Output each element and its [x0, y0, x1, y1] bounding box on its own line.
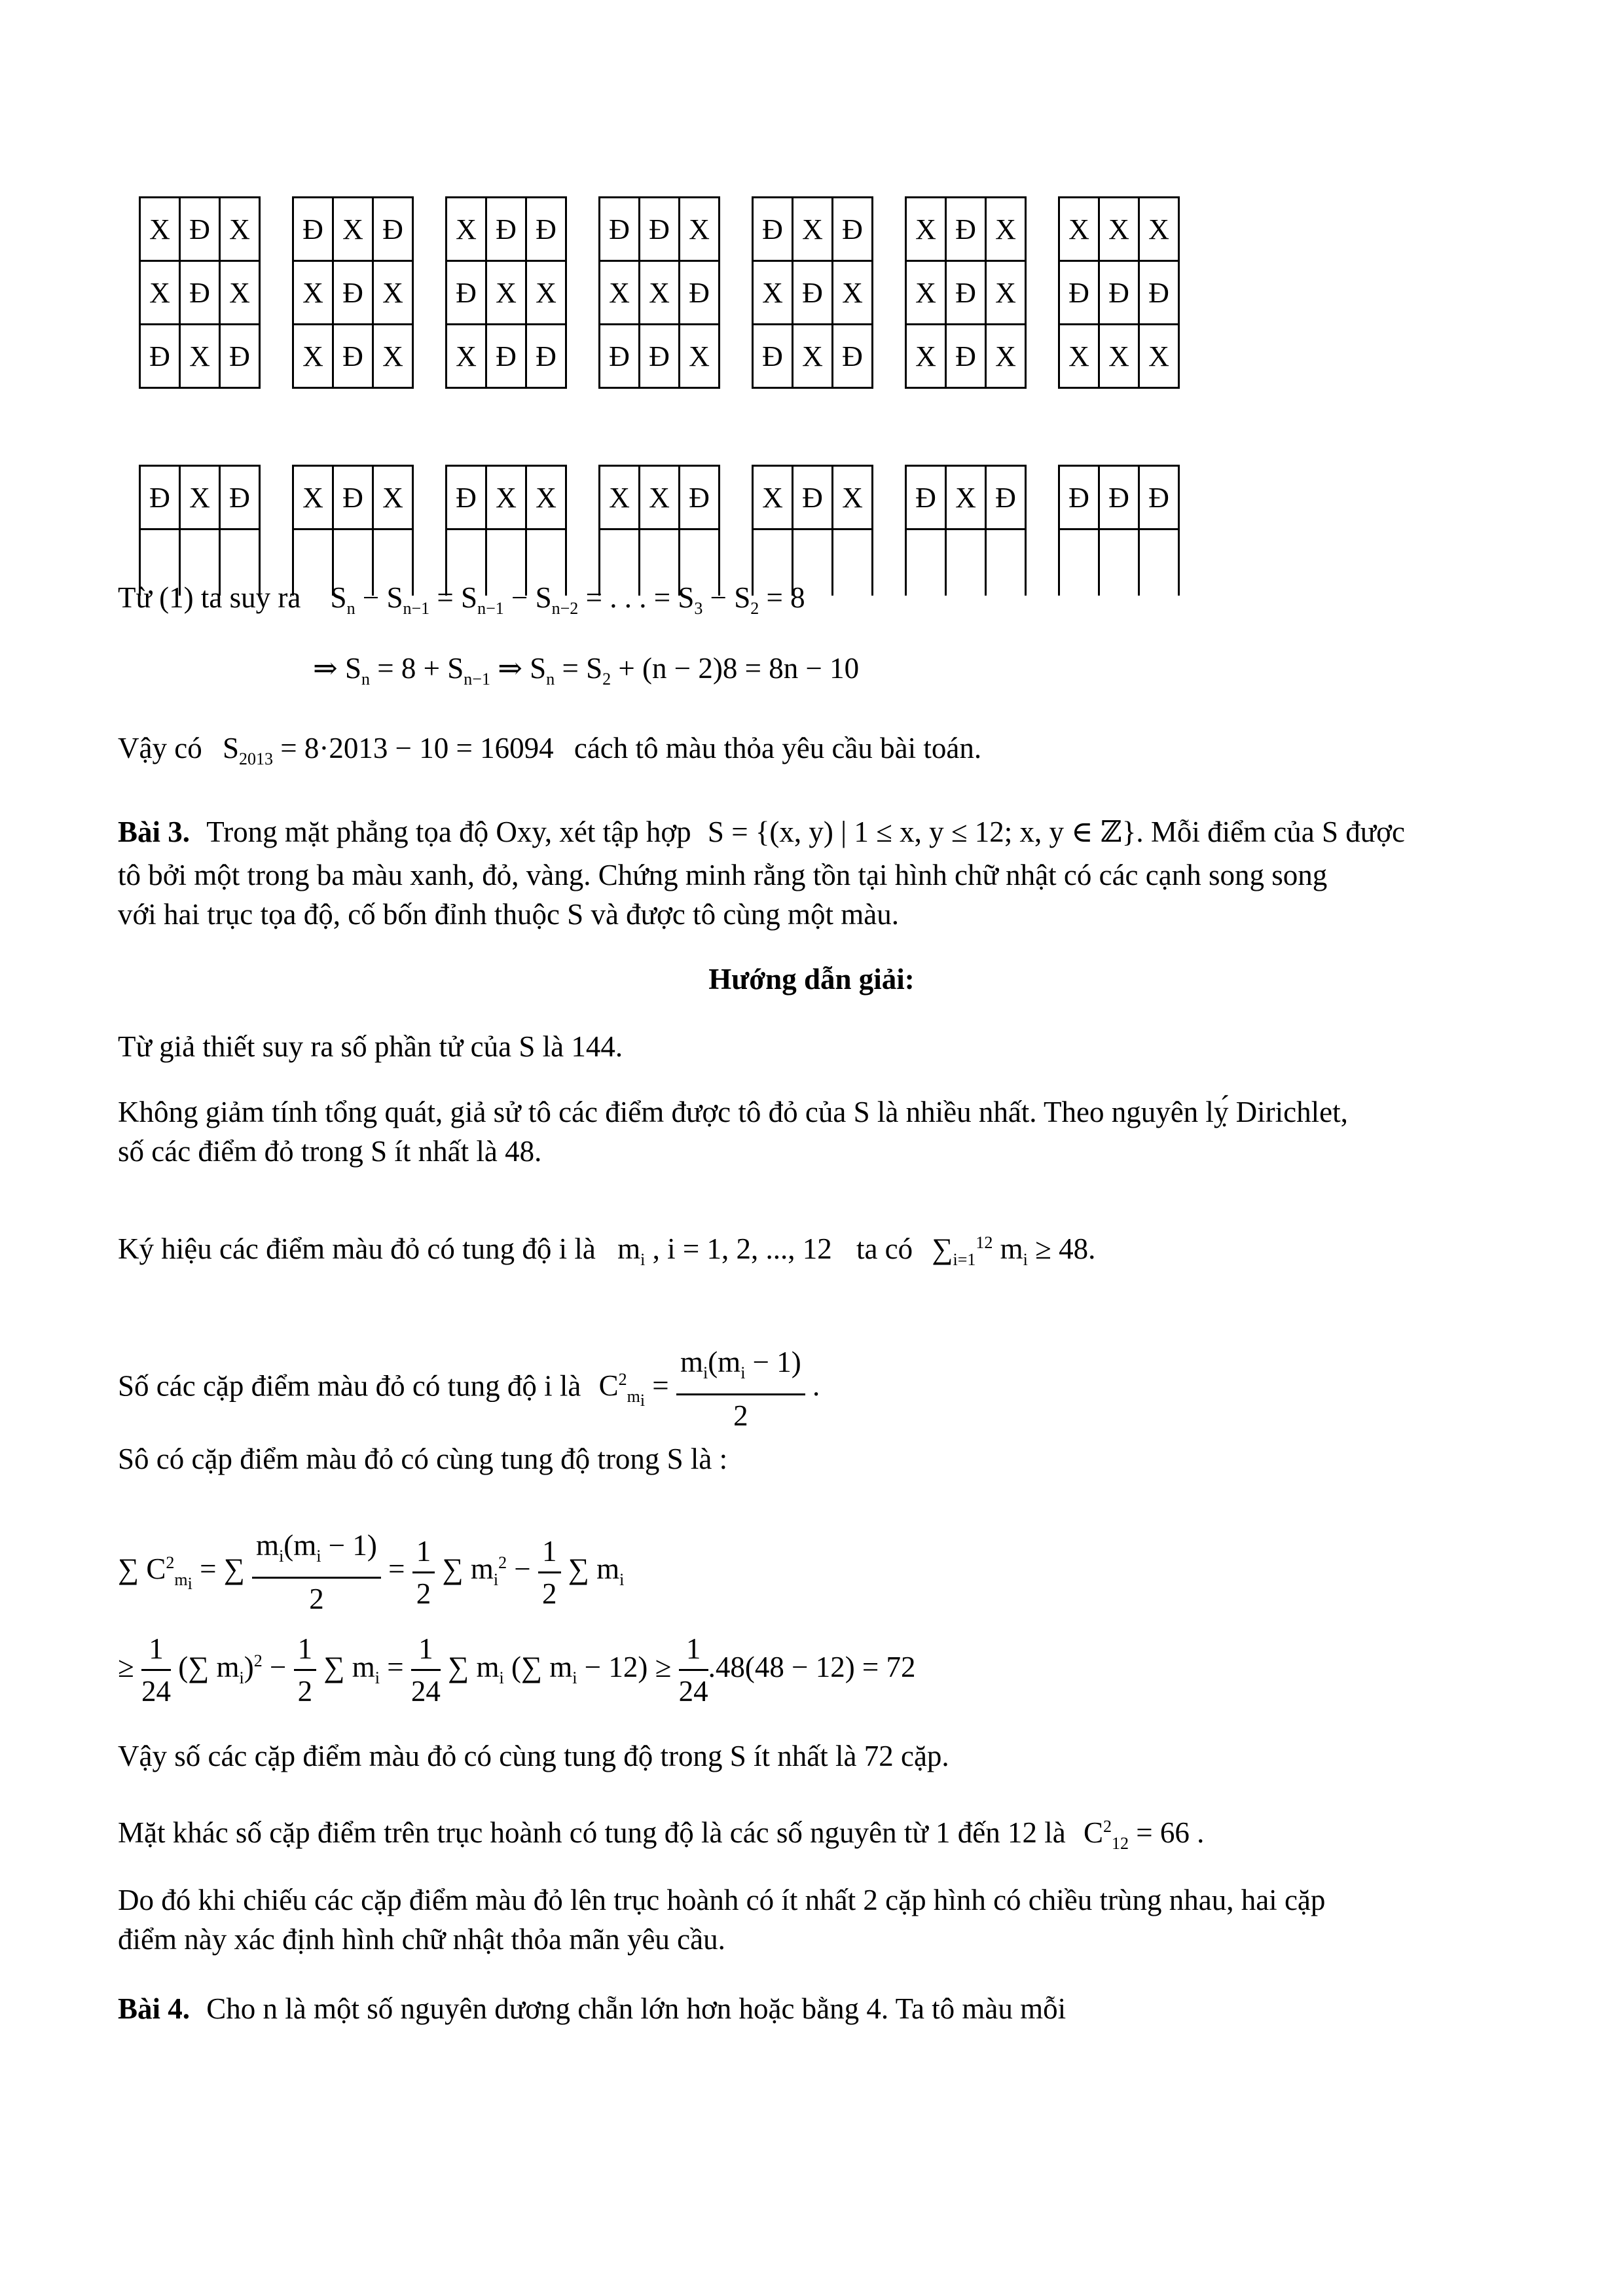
grid-cell: X [373, 325, 413, 388]
grid-top-1 [139, 196, 261, 389]
grid-top-6 [905, 196, 1027, 389]
grid-cell: X [793, 198, 833, 261]
grid-cell: X [526, 466, 566, 529]
grid-cell: Đ [753, 325, 793, 388]
grid-bottom-5 [752, 465, 873, 596]
grid-cell: Đ [220, 325, 260, 388]
grid-cell: Đ [1139, 466, 1179, 529]
grid-cell: X [753, 261, 793, 325]
line-so-cac-cap [118, 1342, 820, 1436]
line-mat-khac [118, 1806, 1204, 1864]
grid-cell: X [486, 466, 526, 529]
grid-cell: Đ [946, 261, 986, 325]
bai3-text1: Trong mặt phẳng tọa độ Oxy, xét tập hợp [206, 816, 691, 848]
grid-cell: Đ [180, 261, 220, 325]
grid-top-7 [1058, 196, 1180, 389]
grid-cell: X [180, 325, 220, 388]
mat-khac-formula: $C^2_{12} = 66$ . [1083, 1816, 1205, 1853]
grid-cell: Đ [833, 198, 873, 261]
ta-co: ta có [856, 1232, 913, 1265]
mat-khac-text: Mặt khác số cặp điểm trên trục hoành có tung độ là các số nguyên từ 1 đến 12 là [118, 1816, 1066, 1849]
grid-cell-empty [1059, 529, 1099, 596]
grid-bottom-7 [1058, 465, 1180, 596]
khong-giam-2: số các điểm đỏ trong S ít nhất là 48. [118, 1135, 542, 1168]
grid-cell: Đ [526, 198, 566, 261]
khong-giam-1: Không giảm tính tổng quát, giả sử tô các điểm được tô đỏ của S là nhiều nhất. Theo nguyên lỵ́ Dirichlet, [118, 1096, 1348, 1128]
grid-top-5 [752, 196, 873, 389]
grid-bottom-2 [292, 465, 414, 596]
huong-dan-heading: Hướng dẫn giải: [708, 963, 915, 996]
vay-suffix: cách tô màu thỏa yêu cầu bài toán. [574, 732, 982, 764]
grid-cell: Đ [220, 466, 260, 529]
grid-cell: X [986, 261, 1026, 325]
grid-top-4 [598, 196, 720, 389]
grid-cell: X [793, 325, 833, 388]
grid-cell: X [640, 466, 680, 529]
line-144: Từ giả thiết suy ra số phần tử của S là 144. [118, 1030, 623, 1063]
grid-cell: Đ [600, 198, 640, 261]
grid-cell: Đ [680, 466, 720, 529]
grid-cell: X [220, 198, 260, 261]
grid-cell: X [1059, 198, 1099, 261]
grid-cell: Đ [1059, 261, 1099, 325]
grid-cell: Đ [1059, 466, 1099, 529]
grid-cell: Đ [333, 261, 373, 325]
grid-cell: X [486, 261, 526, 325]
grid-cell: X [833, 261, 873, 325]
grid-cell: Đ [833, 325, 873, 388]
grid-cell-empty [906, 529, 946, 596]
grid-bottom-3 [445, 465, 567, 596]
grid-cell: X [906, 198, 946, 261]
grid-cell: Đ [373, 198, 413, 261]
grid-cell: X [447, 198, 486, 261]
grid-cell: X [140, 198, 180, 261]
sum-formula: $\sum_{i=1}^{12}$ $m_i \ge 48$. [932, 1232, 1096, 1269]
grid-cell: X [600, 261, 640, 325]
grid-cell: Đ [680, 261, 720, 325]
formula1: $S_n - S_{n-1} = S_{n-1} - S_{n-2}$ = . . . = $S_3 - S_2 = 8$ [330, 581, 805, 618]
grid-cell: X [833, 466, 873, 529]
vay-formula: $S_{2013} = 8\cdot 2013 - 10 = 16094$ [222, 732, 554, 768]
grid-cell: Đ [526, 325, 566, 388]
grid-cell-empty [833, 529, 873, 596]
grid-cell: Đ [1099, 261, 1139, 325]
do-do-1: Do đó khi chiếu các cặp điểm màu đỏ lên trục hoành có ít nhất 2 cặp hình có chiều trùng nhau, hai cặp [118, 1884, 1326, 1916]
ky-hieu-formula: $m_i$ , i = 1, 2, ..., 12 [617, 1232, 832, 1269]
grid-cell: Đ [1099, 466, 1139, 529]
grid-cell: Đ [1139, 261, 1179, 325]
grid-cell: X [1139, 198, 1179, 261]
grid-cell: X [220, 261, 260, 325]
line-vay [118, 728, 981, 780]
tu1-text: Từ (1) ta suy ra [118, 581, 301, 614]
grid-cell: X [640, 261, 680, 325]
bai3-line2: tô bởi một trong ba màu xanh, đỏ, vàng. Chứng minh rằng tồn tại hình chữ nhật có các cạnh song song [118, 859, 1328, 891]
grid-cell: Đ [447, 261, 486, 325]
grid-cell: X [373, 261, 413, 325]
grid-cell: Đ [180, 198, 220, 261]
eq-line1: ∑ $C^2_{m_i}$ = ∑ $\frac{m_i(m_i - 1)}{2}$ = $\frac{1}{2}$ ∑ $m_i^2$ − $\frac{1}{2}$ ∑ $m_i$ [118, 1525, 624, 1619]
grid-cell: X [293, 325, 333, 388]
grid-cell: X [140, 261, 180, 325]
ky-hieu-text: Ký hiệu các điểm màu đỏ có tung độ i là [118, 1232, 596, 1265]
grid-cell: X [946, 466, 986, 529]
grid-cell: Đ [140, 325, 180, 388]
grid-top-3 [445, 196, 567, 389]
grid-cell: X [373, 466, 413, 529]
grid-cell-empty [986, 529, 1026, 596]
grid-cell: Đ [946, 198, 986, 261]
grid-top-2 [292, 196, 414, 389]
bai3-line3: với hai trục tọa độ, cố bốn đỉnh thuộc S và được tô cùng một màu. [118, 898, 900, 931]
grid-cell: Đ [946, 325, 986, 388]
grid-cell: X [986, 198, 1026, 261]
vay-72: Vậy số các cặp điểm màu đỏ có cùng tung độ trong S ít nhất là 72 cặp. [118, 1740, 949, 1772]
grid-cell: Đ [640, 325, 680, 388]
so-co-cap: Sô có cặp điểm màu đỏ có cùng tung độ trong S là : [118, 1443, 728, 1475]
do-do-2: điểm này xác định hình chữ nhật thỏa mãn yêu cầu. [118, 1923, 725, 1956]
grid-cell: X [180, 466, 220, 529]
grid-cell: Đ [793, 261, 833, 325]
line-tu1 [118, 577, 805, 629]
grid-cell: X [333, 198, 373, 261]
formula2: ⇒ $S_n = 8 + S_{n-1}$ ⇒ $S_n = S_2 + (n - 2)8 = 8n - 10$ [313, 652, 860, 689]
grid-cell: Đ [486, 198, 526, 261]
grid-cell: X [906, 261, 946, 325]
grid-cell: X [293, 466, 333, 529]
grid-cell: X [986, 325, 1026, 388]
so-cac-cap-text: Số các cặp điểm màu đỏ có tung độ i là [118, 1369, 581, 1403]
grid-cell: X [600, 466, 640, 529]
bai4-text: Cho n là một số nguyên dương chẵn lớn hơn hoặc bằng 4. Ta tô màu mỗi [206, 1992, 1067, 2025]
grid-cell: Đ [140, 466, 180, 529]
grid-cell: X [680, 325, 720, 388]
grid-cell: X [906, 325, 946, 388]
grid-cell: Đ [333, 466, 373, 529]
eq-line2: ≥ $\frac{1}{24}$ (∑ $m_i)^2$ − $\frac{1}{2}$ ∑ $m_i$ = $\frac{1}{24}$ ∑ $m_i$ (∑ $m_i - 12$) ≥ $\frac{1}{24}$ .48(48 − 12) = 72 [118, 1628, 916, 1712]
grid-cell: X [1139, 325, 1179, 388]
grid-cell: Đ [793, 466, 833, 529]
grid-cell-empty [1139, 529, 1179, 596]
grid-cell-empty [1099, 529, 1139, 596]
bai3-text2: . Mỗi điểm của S được [1136, 816, 1405, 848]
grid-cell: Đ [600, 325, 640, 388]
grid-cell: Đ [906, 466, 946, 529]
line-ky-hieu [118, 1223, 1095, 1280]
grid-cell: Đ [293, 198, 333, 261]
bai3-label: Bài 3. [118, 816, 191, 848]
grid-bottom-4 [598, 465, 720, 596]
grid-cell: X [753, 466, 793, 529]
grid-cell: Đ [753, 198, 793, 261]
grid-cell: X [526, 261, 566, 325]
vay-prefix: Vậy có [118, 732, 202, 764]
grid-cell: X [1059, 325, 1099, 388]
grid-cell: Đ [640, 198, 680, 261]
grid-cell: X [1099, 198, 1139, 261]
grid-bottom-1 [139, 465, 261, 596]
bai3-line1 [118, 812, 1405, 852]
grid-cell: X [293, 261, 333, 325]
grid-cell: Đ [447, 466, 486, 529]
grid-bottom-6 [905, 465, 1027, 596]
grid-cell: X [1099, 325, 1139, 388]
grid-cell: X [447, 325, 486, 388]
combination-formula: $C^2_{m_i}$ = $\frac{m_i(m_i - 1)}{2}$ . [599, 1369, 820, 1402]
grid-cell: Đ [333, 325, 373, 388]
bai3-set: S = {(x, y) | 1 ≤ x, y ≤ 12; x, y ∈ ℤ} [707, 816, 1137, 848]
grid-cell: Đ [986, 466, 1026, 529]
grid-cell: Đ [486, 325, 526, 388]
grid-cell: X [680, 198, 720, 261]
bai4-line [118, 1988, 1066, 2029]
grid-cell-empty [946, 529, 986, 596]
bai4-label: Bài 4. [118, 1992, 191, 2025]
